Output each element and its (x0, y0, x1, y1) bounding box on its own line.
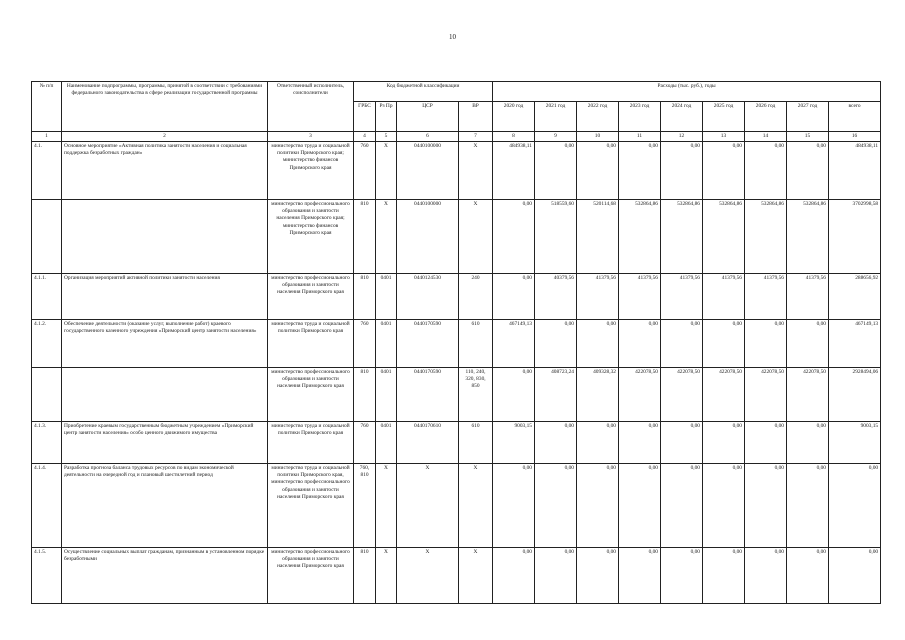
row-rzpr: X (376, 464, 397, 548)
row-value: 288656,92 (829, 274, 881, 320)
row-value: 0,00 (661, 320, 703, 368)
row-value: 0,00 (535, 142, 577, 200)
row-value: 41379,56 (661, 274, 703, 320)
row-grbs: 810 (354, 200, 376, 274)
row-name: Основное мероприятие «Активная политика занятости населения и социальная поддержка безработных граждан» (62, 142, 268, 200)
row-value: 2928494,06 (829, 368, 881, 422)
row-csr: X (397, 464, 459, 548)
row-value: 9003,15 (493, 422, 535, 464)
row-number: 4.1.3. (32, 422, 62, 464)
row-csr: X (397, 548, 459, 604)
page-number: 10 (449, 33, 456, 41)
row-value: 0,00 (577, 464, 619, 548)
budget-table (31, 81, 881, 604)
subheader-cell: Рз Пр (376, 102, 397, 132)
row-value: 0,00 (619, 422, 661, 464)
row-value: 0,00 (535, 464, 577, 548)
row-value: 0,00 (787, 142, 829, 200)
row-number: 4.1.1. (32, 274, 62, 320)
row-value: 0,00 (661, 464, 703, 548)
table-row (32, 200, 881, 274)
row-value: 0,00 (577, 142, 619, 200)
row-value: 532864,86 (619, 200, 661, 274)
row-value: 422078,50 (661, 368, 703, 422)
row-grbs: 810 (354, 368, 376, 422)
header-expenses: Расходы (тыс. руб.), годы (493, 82, 881, 102)
row-value: 0,00 (703, 464, 745, 548)
row-value: 0,00 (787, 548, 829, 604)
header-responsible: Ответственный исполнитель, соисполнители (268, 82, 354, 132)
row-name: Разработка прогноза баланса трудовых ресурсов по видам экономической деятельности на очередной год и плановый шестилетний период (62, 464, 268, 548)
row-value: 41379,56 (745, 274, 787, 320)
row-grbs: 760 (354, 320, 376, 368)
row-csr: 0440170610 (397, 422, 459, 464)
row-vr: X (459, 464, 493, 548)
row-value: 41379,56 (619, 274, 661, 320)
column-number: 6 (397, 132, 459, 142)
row-name: Приобретение краевым государственным бюджетным учреждением «Приморский центр занятости населения» особо ценного движимого имущества (62, 422, 268, 464)
row-rzpr: 0401 (376, 274, 397, 320)
row-name: Организация мероприятий активной политики занятости населения (62, 274, 268, 320)
table-row (32, 142, 881, 200)
row-value: 0,00 (493, 548, 535, 604)
row-vr: 110, 240, 320, 830, 850 (459, 368, 493, 422)
column-number: 11 (619, 132, 661, 142)
row-csr: 0440124530 (397, 274, 459, 320)
row-value: 0,00 (787, 422, 829, 464)
row-value: 0,00 (577, 320, 619, 368)
column-number: 1 (32, 132, 62, 142)
row-value: 0,00 (745, 464, 787, 548)
row-value: 0,00 (703, 422, 745, 464)
column-number: 14 (745, 132, 787, 142)
column-number: 9 (535, 132, 577, 142)
row-value: 422078,50 (703, 368, 745, 422)
row-value: 0,00 (619, 464, 661, 548)
row-rzpr: X (376, 200, 397, 274)
table-row (32, 320, 881, 368)
table-row (32, 274, 881, 320)
row-rzpr: X (376, 548, 397, 604)
subheader-cell: 2024 год (661, 102, 703, 132)
row-name (62, 368, 268, 422)
header-budget-code: Код бюджетной классификации (354, 82, 493, 102)
row-csr: 0440100000 (397, 200, 459, 274)
row-value: 40379,56 (535, 274, 577, 320)
row-value: 0,00 (745, 422, 787, 464)
row-value: 0,00 (493, 368, 535, 422)
row-value: 0,00 (535, 320, 577, 368)
row-csr: 0440170590 (397, 368, 459, 422)
row-value: 0,00 (829, 548, 881, 604)
subheader-cell: ЦСР (397, 102, 459, 132)
table-row (32, 464, 881, 548)
row-value: 0,00 (493, 464, 535, 548)
row-vr: X (459, 142, 493, 200)
row-value: 41379,56 (703, 274, 745, 320)
row-value: 0,00 (745, 548, 787, 604)
row-vr: 610 (459, 320, 493, 368)
row-grbs: 810 (354, 548, 376, 604)
row-value: 0,00 (619, 320, 661, 368)
row-grbs: 760 (354, 142, 376, 200)
row-value: 0,00 (661, 422, 703, 464)
row-vr: 240 (459, 274, 493, 320)
column-number: 5 (376, 132, 397, 142)
row-csr: 0440170590 (397, 320, 459, 368)
header-num: № п/п (32, 82, 62, 132)
row-value: 467149,13 (829, 320, 881, 368)
row-value: 0,00 (577, 422, 619, 464)
row-value: 484938,11 (493, 142, 535, 200)
row-value: 520114,68 (577, 200, 619, 274)
table-row (32, 368, 881, 422)
row-value: 484938,11 (829, 142, 881, 200)
row-value: 422078,50 (745, 368, 787, 422)
row-value: 409328,32 (577, 368, 619, 422)
row-grbs: 760 (354, 422, 376, 464)
row-value: 532864,86 (787, 200, 829, 274)
row-value: 3702998,58 (829, 200, 881, 274)
row-name: Осуществление социальных выплат гражданам, признанным в установленном порядке безработными (62, 548, 268, 604)
row-value: 518559,60 (535, 200, 577, 274)
row-value: 0,00 (619, 548, 661, 604)
subheader-cell: 2027 год (787, 102, 829, 132)
row-value: 0,00 (787, 464, 829, 548)
row-rzpr: X (376, 142, 397, 200)
row-number: 4.1.5. (32, 548, 62, 604)
row-value: 0,00 (577, 548, 619, 604)
row-value: 422078,50 (619, 368, 661, 422)
row-value: 0,00 (745, 142, 787, 200)
row-value: 0,00 (703, 548, 745, 604)
row-value: 0,00 (535, 548, 577, 604)
table-row (32, 422, 881, 464)
row-value: 0,00 (703, 142, 745, 200)
row-value: 532864,86 (745, 200, 787, 274)
row-responsible: министерство труда и социальной политики Приморского края; министерство финансов Приморского края (268, 142, 354, 200)
row-value: 0,00 (703, 320, 745, 368)
subheader-cell: 2023 год (619, 102, 661, 132)
subheader-cell: 2025 год (703, 102, 745, 132)
row-rzpr: 0401 (376, 422, 397, 464)
column-number: 4 (354, 132, 376, 142)
row-responsible: министерство профессионального образования и занятости населения Приморского края (268, 274, 354, 320)
row-number: 4.1.4. (32, 464, 62, 548)
row-vr: X (459, 200, 493, 274)
row-grbs: 810 (354, 274, 376, 320)
row-responsible: министерство профессионального образования и занятости населения Приморского края (268, 368, 354, 422)
row-rzpr: 0401 (376, 368, 397, 422)
row-value: 532864,86 (703, 200, 745, 274)
row-value: 0,00 (787, 320, 829, 368)
row-value: 41379,56 (787, 274, 829, 320)
column-number: 2 (62, 132, 268, 142)
row-value: 0,00 (661, 142, 703, 200)
row-number (32, 200, 62, 274)
column-number: 12 (661, 132, 703, 142)
row-value: 532864,86 (661, 200, 703, 274)
row-grbs: 760, 810 (354, 464, 376, 548)
row-value: 0,00 (535, 422, 577, 464)
column-number: 7 (459, 132, 493, 142)
row-value: 408723,24 (535, 368, 577, 422)
row-value: 41379,56 (577, 274, 619, 320)
row-number (32, 368, 62, 422)
subheader-cell: ГРБС (354, 102, 376, 132)
column-number: 13 (703, 132, 745, 142)
column-number: 16 (829, 132, 881, 142)
subheader-cell: 2021 год (535, 102, 577, 132)
column-number: 8 (493, 132, 535, 142)
column-number: 15 (787, 132, 829, 142)
row-name: Обеспечение деятельности (оказание услуг, выполнение работ) краевого государственного казенного учреждения «Приморский центр занятости населения» (62, 320, 268, 368)
row-number: 4.1. (32, 142, 62, 200)
row-value: 0,00 (493, 274, 535, 320)
subheader-cell: ВР (459, 102, 493, 132)
row-value: 0,00 (493, 200, 535, 274)
row-value: 467149,13 (493, 320, 535, 368)
row-vr: X (459, 548, 493, 604)
row-csr: 0440100000 (397, 142, 459, 200)
subheader-cell: 2020 год (493, 102, 535, 132)
row-name (62, 200, 268, 274)
column-number: 3 (268, 132, 354, 142)
header-name: Наименование подпрограммы, программы, принятой в соответствии с требованиями федерального законодательства в сфере реализации государственной программы (62, 82, 268, 132)
row-responsible: министерство профессионального образования и занятости населения Приморского края; министерство финансов Приморского края (268, 200, 354, 274)
row-responsible: министерство профессионального образования и занятости населения Приморского края (268, 548, 354, 604)
row-value: 9003,15 (829, 422, 881, 464)
subheader-cell: всего (829, 102, 881, 132)
subheader-cell: 2026 год (745, 102, 787, 132)
row-value: 422078,50 (787, 368, 829, 422)
row-responsible: министерство труда и социальной политики Приморского края, министерство профессионального образования и занятости населения Приморского края (268, 464, 354, 548)
row-value: 0,00 (745, 320, 787, 368)
column-number: 10 (577, 132, 619, 142)
row-responsible: министерство труда и социальной политики Приморского края (268, 320, 354, 368)
row-rzpr: 0401 (376, 320, 397, 368)
row-value: 0,00 (661, 548, 703, 604)
row-number: 4.1.2. (32, 320, 62, 368)
row-value: 0,00 (829, 464, 881, 548)
row-vr: 610 (459, 422, 493, 464)
row-value: 0,00 (619, 142, 661, 200)
subheader-cell: 2022 год (577, 102, 619, 132)
row-responsible: министерство труда и социальной политики Приморского края (268, 422, 354, 464)
table-row (32, 548, 881, 604)
